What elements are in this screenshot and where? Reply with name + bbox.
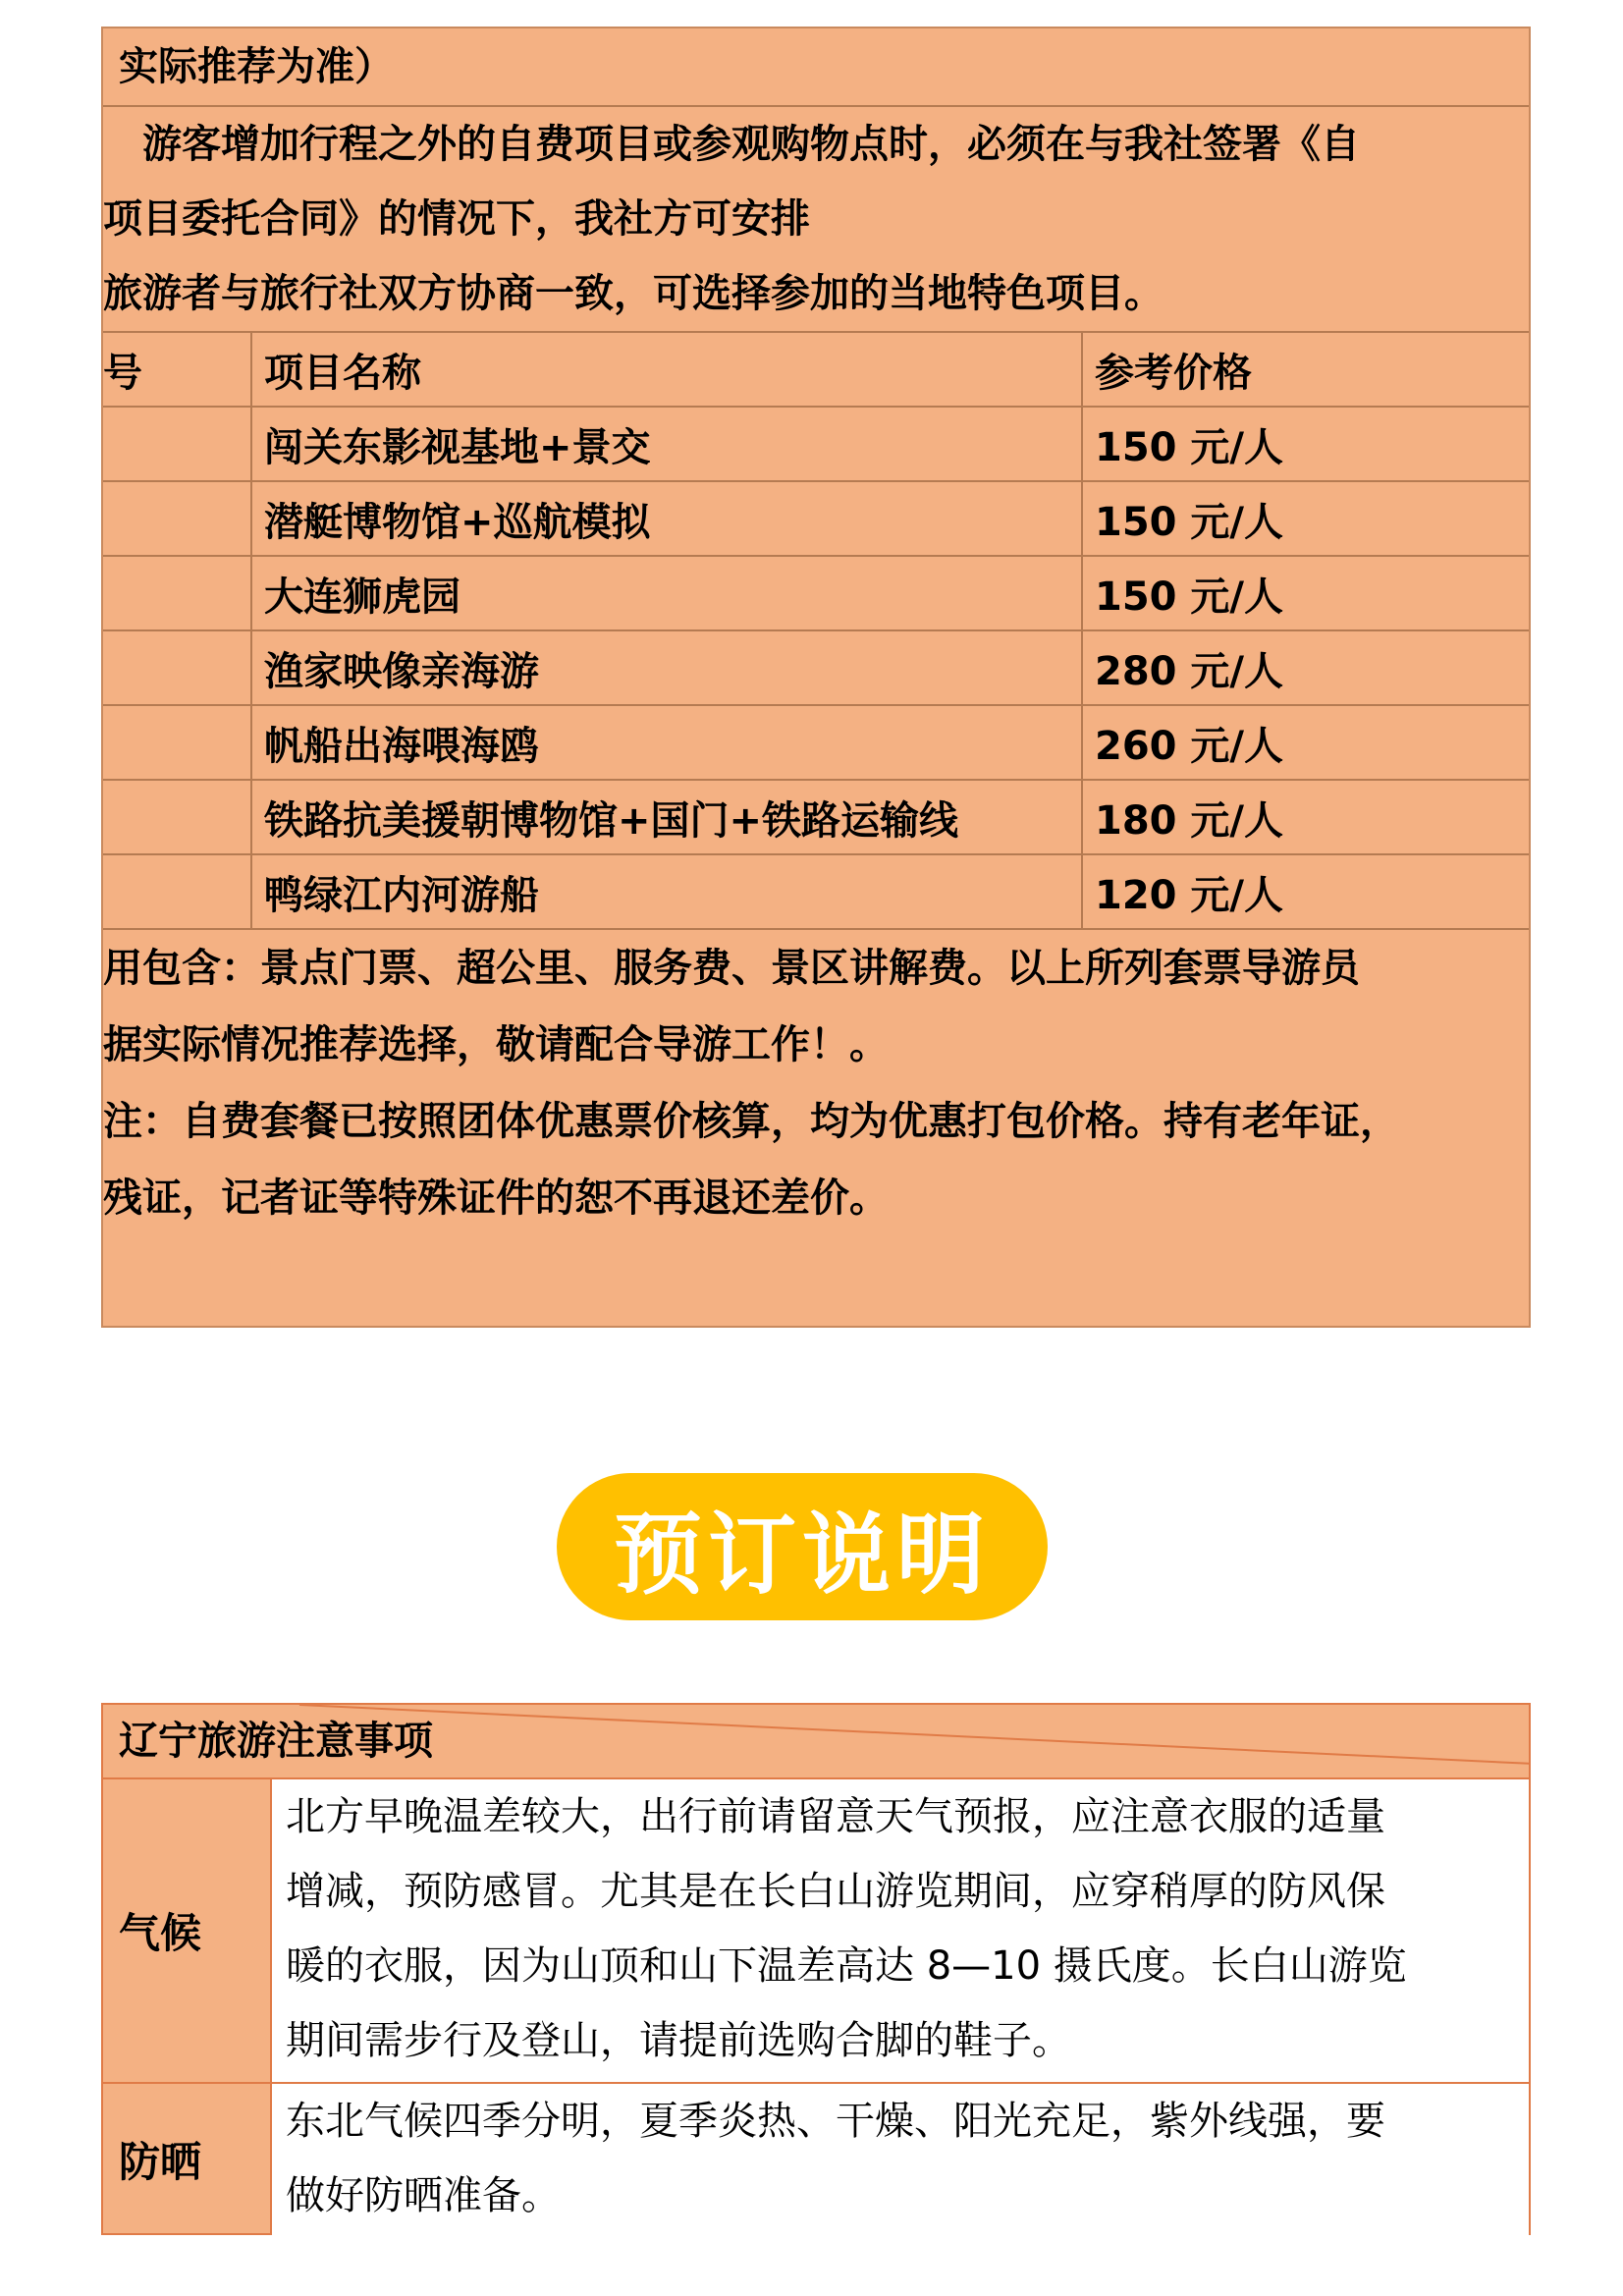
notice-panel [101,1703,1531,2235]
notice-label-sunscreen: 防晒 [103,2084,272,2235]
row-name: 渔家映像亲海游 [251,630,1082,705]
row-no [103,630,251,705]
table-row [103,705,1529,780]
row-price: 150 元/人 [1082,556,1529,630]
notice-content-climate [272,1779,1529,2082]
row-no [103,854,251,929]
note-line-4: 残证，记者证等特殊证件的恕不再退还差价。 [103,1175,889,1221]
row-name: 闯关东影视基地+景交 [251,407,1082,481]
column-header-no: 号 [103,332,251,407]
sunscreen-line-1: 东北气候四季分明，夏季炎热、干燥、阳光充足，紫外线强，要 [286,2099,1385,2144]
table-row [103,630,1529,705]
table-row [103,481,1529,556]
note-line-2: 据实际情况推荐选择，敬请配合导游工作！。 [103,1022,889,1067]
row-no [103,407,251,481]
table-row [103,407,1529,481]
table-header-row [103,332,1529,407]
selfpay-panel [101,27,1531,1328]
table-row [103,780,1529,854]
row-price: 180 元/人 [1082,780,1529,854]
booking-title-badge [557,1473,1048,1620]
climate-line-1: 北方早晚温差较大，出行前请留意天气预报，应注意衣服的适量 [286,1794,1385,1839]
selfpay-table [103,331,1529,930]
row-name: 帆船出海喂海鸥 [251,705,1082,780]
selfpay-notes [103,930,1529,1236]
notice-row-sunscreen [103,2084,1529,2235]
notice-content-sunscreen [272,2084,1529,2235]
table-row [103,556,1529,630]
selfpay-intro-line-1: 游客增加行程之外的自费项目或参观购物点时，必须在与我社签署《自 [142,122,1360,167]
note-line-3: 注：自费套餐已按照团体优惠票价核算，均为优惠打包价格。持有老年证， [103,1099,1399,1144]
selfpay-intro-line-3: 旅游者与旅行社双方协商一致，可选择参加的当地特色项目。 [103,271,1163,316]
row-no [103,780,251,854]
row-price: 150 元/人 [1082,407,1529,481]
notice-header-label: 辽宁旅游注意事项 [119,1719,433,1764]
booking-title: 预订说明 [614,1503,991,1607]
row-price: 260 元/人 [1082,705,1529,780]
table-row [103,854,1529,929]
row-name: 鸭绿江内河游船 [251,854,1082,929]
selfpay-header: 实际推荐为准） [103,28,1529,107]
row-no [103,556,251,630]
notice-label-climate: 气候 [103,1779,272,2082]
row-no [103,705,251,780]
selfpay-intro-line-2: 项目委托合同》的情况下，我社方可安排 [103,196,810,242]
climate-line-2: 增减，预防感冒。尤其是在长白山游览期间，应穿稍厚的防风保 [286,1869,1385,1914]
row-name: 大连狮虎园 [251,556,1082,630]
climate-line-3: 暖的衣服，因为山顶和山下温差高达 8—10 摄氏度。长白山游览 [286,1943,1407,1989]
notice-header [103,1705,1529,1779]
sunscreen-line-2: 做好防晒准备。 [286,2173,561,2218]
column-header-name: 项目名称 [251,332,1082,407]
note-line-1: 用包含：景点门票、超公里、服务费、景区讲解费。以上所列套票导游员 [103,946,1360,991]
row-price: 280 元/人 [1082,630,1529,705]
row-no [103,481,251,556]
climate-line-4: 期间需步行及登山，请提前选购合脚的鞋子。 [286,2018,1071,2063]
row-name: 铁路抗美援朝博物馆+国门+铁路运输线 [251,780,1082,854]
notice-row-climate [103,1779,1529,2084]
column-header-price: 参考价格 [1082,332,1529,407]
row-price: 120 元/人 [1082,854,1529,929]
row-name: 潜艇博物馆+巡航模拟 [251,481,1082,556]
row-price: 150 元/人 [1082,481,1529,556]
